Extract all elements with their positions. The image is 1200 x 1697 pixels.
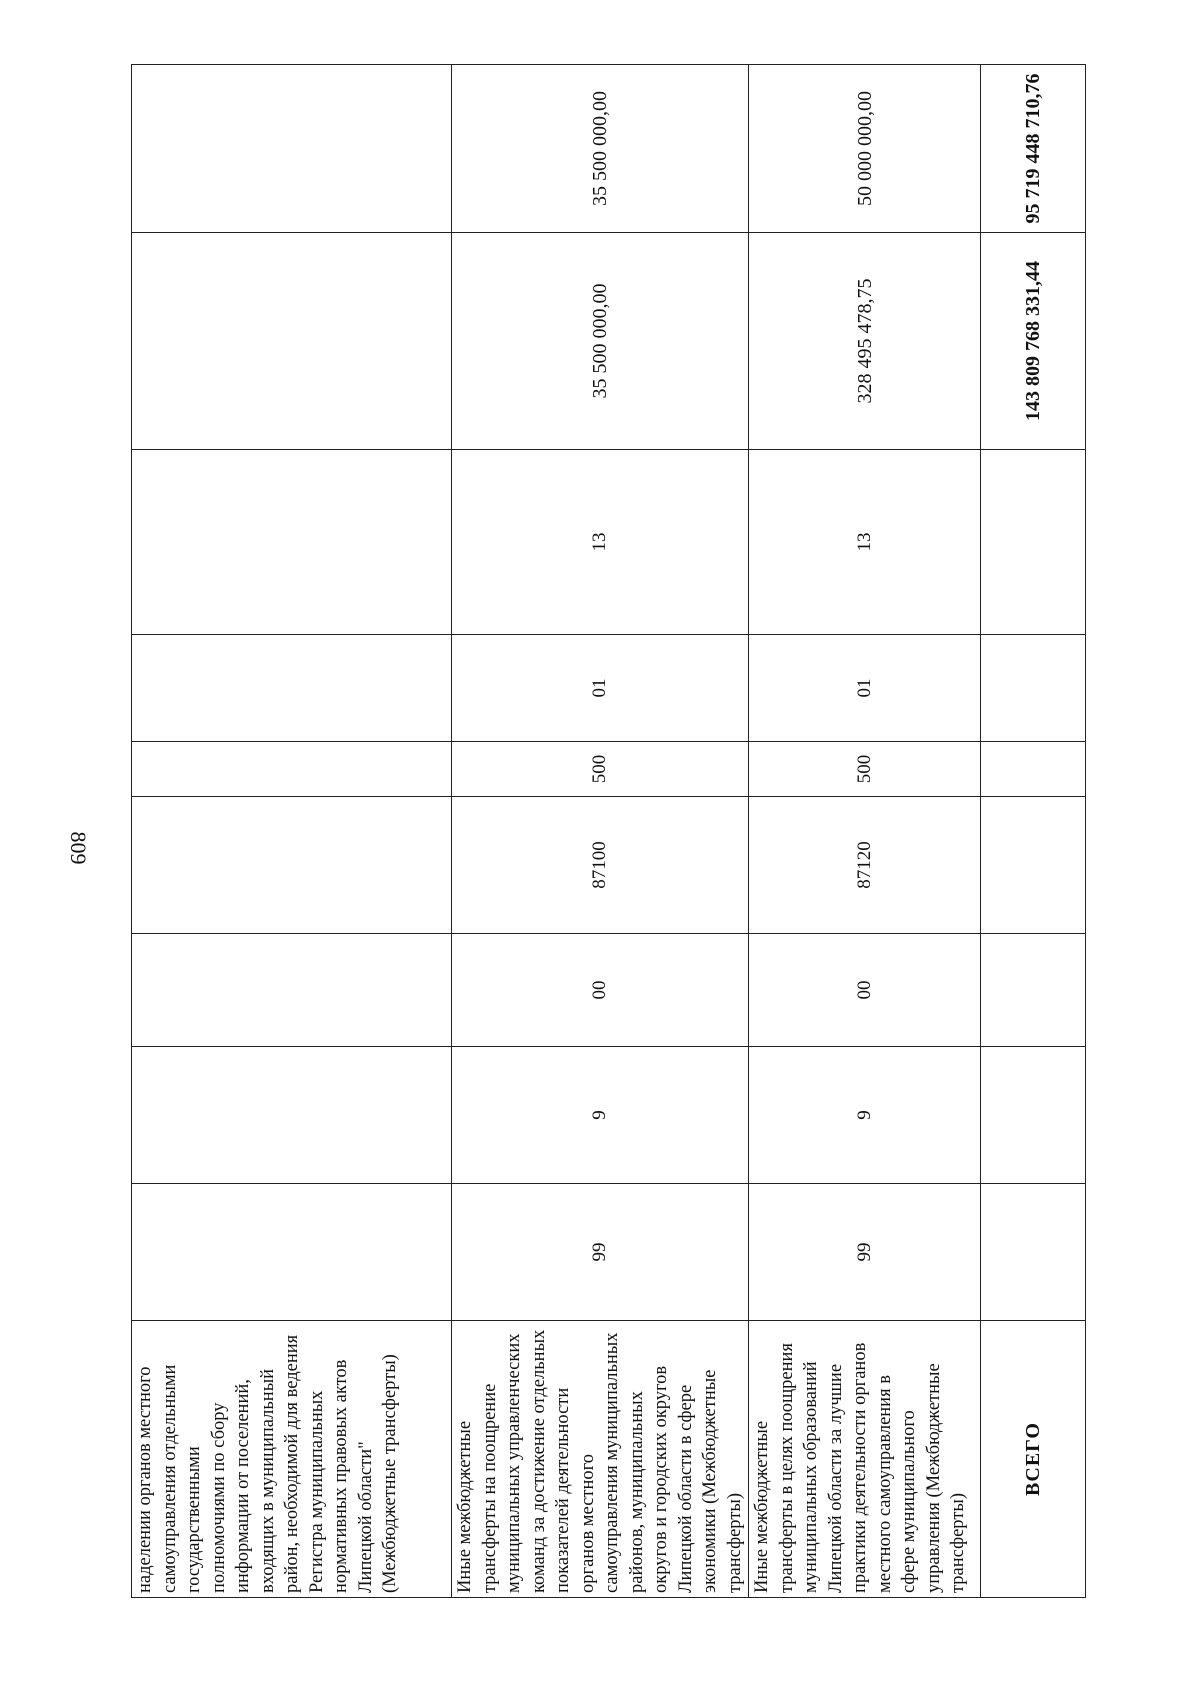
subprogram-code: 9 [452,1047,749,1184]
total-label: ВСЕГО [981,1321,1086,1598]
expense-type-code: 500 [452,742,749,797]
empty-cell [981,934,1086,1047]
sum-year-2 [132,65,452,233]
program-code: 99 [749,1184,981,1321]
section-code: 01 [749,635,981,742]
total-sum-year-2: 95 719 448 710,76 [981,65,1086,233]
row-description: наделении органов местного самоуправления отдельными государственными полномочиями по сбору информации от поселений, входящих в муниципальный район, необходимой для ведения Регистра муниципальных нормативных правовых актов Липецкой области" (Межбюджетные трансферты) [132,1321,452,1598]
direction-code: 87120 [749,797,981,934]
page-number: 809 [66,831,91,865]
sum-year-1: 328 495 478,75 [749,233,981,450]
main-activity-code: 00 [749,934,981,1047]
subprogram-code: 9 [749,1047,981,1184]
total-sum-year-1: 143 809 768 331,44 [981,233,1086,450]
sum-year-1 [132,233,452,450]
subprogram-code [132,1047,452,1184]
empty-cell [981,1184,1086,1321]
program-code [132,1184,452,1321]
section-code [132,635,452,742]
table-row [132,65,452,1598]
budget-table [131,64,1086,1598]
budget-table-rotated [131,65,1044,1598]
empty-cell [981,450,1086,635]
section-code: 01 [452,635,749,742]
expense-type-code [132,742,452,797]
main-activity-code [132,934,452,1047]
sum-year-2: 35 500 000,00 [452,65,749,233]
empty-cell [981,1047,1086,1184]
subsection-code: 13 [452,450,749,635]
expense-type-code: 500 [749,742,981,797]
sum-year-2: 50 000 000,00 [749,65,981,233]
row-description: Иные межбюджетные трансферты на поощрение муниципальных управленческих команд за достижение отдельных показателей деятельности органов местного самоуправления муниципальных районов, муниципальных округов и городских округов Липецкой области в сфере экономики (Межбюджетные трансферты) [452,1321,749,1598]
empty-cell [981,797,1086,934]
total-row [981,65,1086,1598]
subsection-code [132,450,452,635]
sum-year-1: 35 500 000,00 [452,233,749,450]
empty-cell [981,635,1086,742]
direction-code: 87100 [452,797,749,934]
table-row [749,65,981,1598]
subsection-code: 13 [749,450,981,635]
program-code: 99 [452,1184,749,1321]
empty-cell [981,742,1086,797]
row-description: Иные межбюджетные трансферты в целях поощрения муниципальных образований Липецкой области за лучшие практики деятельности органов местного самоуправления в сфере муниципального управления (Межбюджетные трансферты) [749,1321,981,1598]
direction-code [132,797,452,934]
table-row [452,65,749,1598]
main-activity-code: 00 [452,934,749,1047]
